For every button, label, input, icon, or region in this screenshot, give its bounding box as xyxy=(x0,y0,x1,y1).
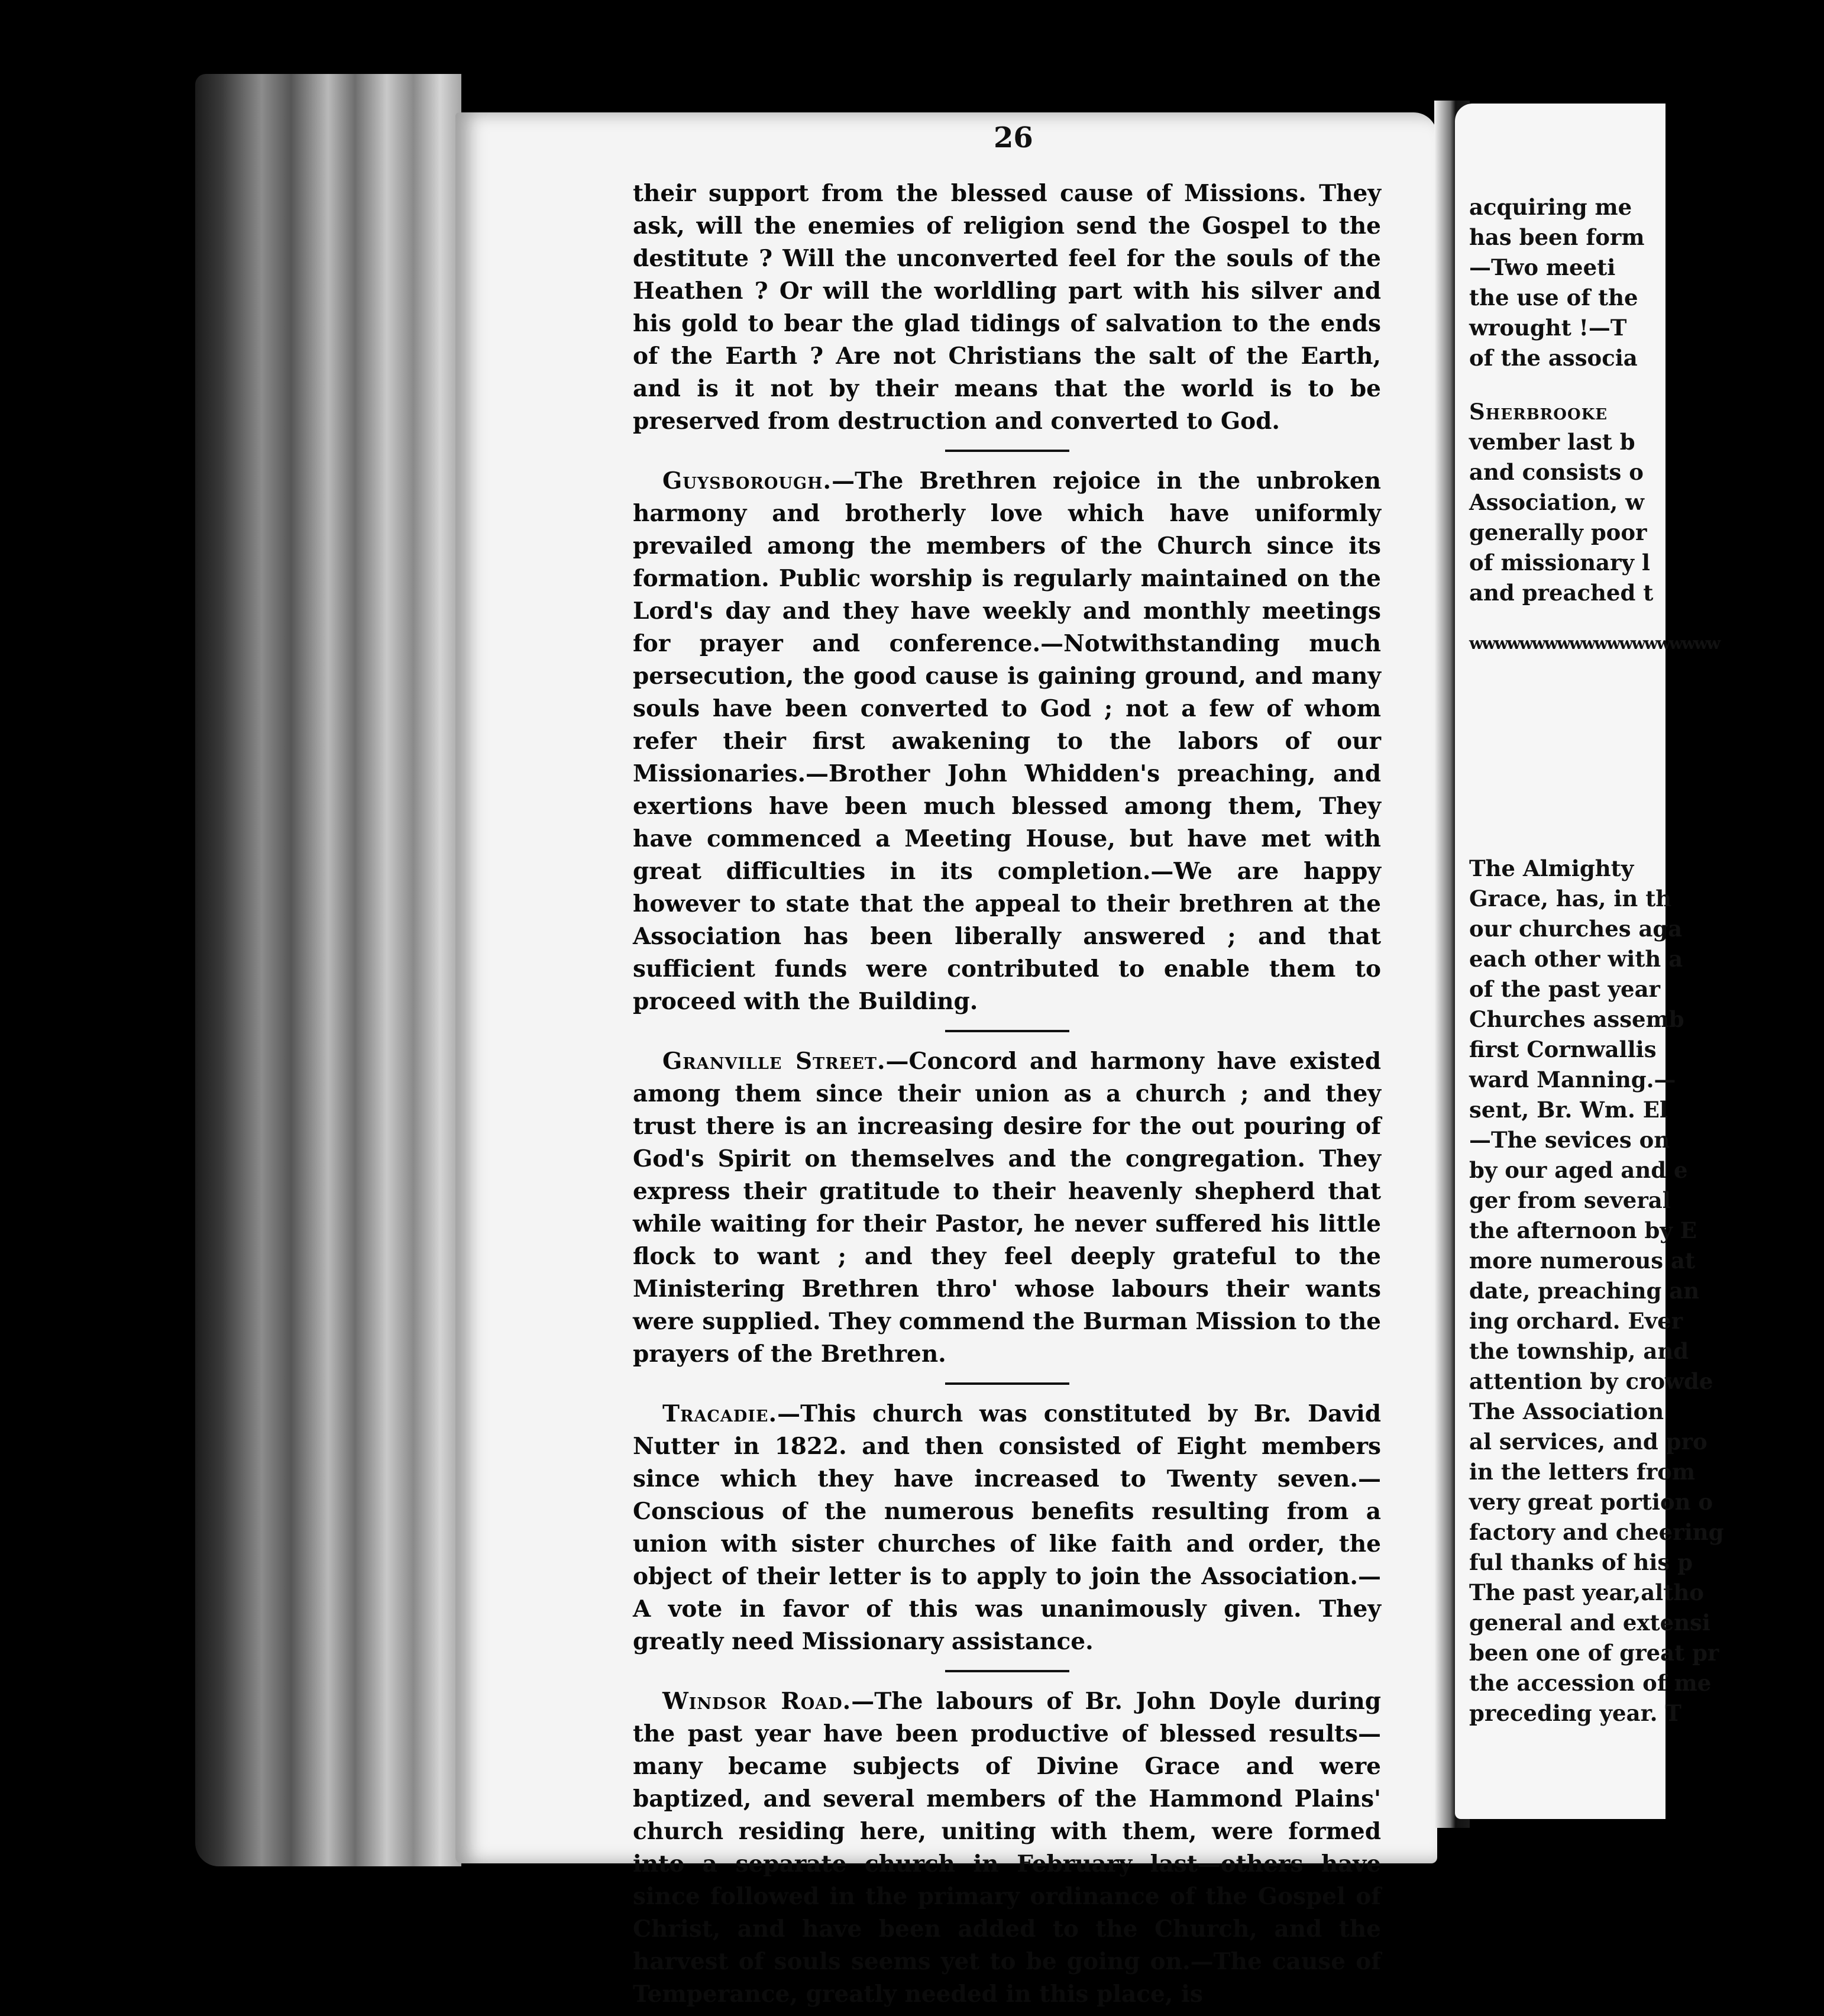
page-number: 26 xyxy=(994,121,1033,154)
text-line: has been form xyxy=(1469,224,1645,250)
text-line: been one of great pr xyxy=(1469,1640,1719,1666)
text-line: more numerous at xyxy=(1469,1248,1696,1274)
intro-paragraph: their support from the blessed cause of Missions. They ask, will the enemies of religion send the Gospel to the destitute ? Will the unconverted feel for the souls of the Heathen ? Or will the worldling part with his silver and his gold to bear the glad tidings of salvation to the ends of the Earth ? Are not Christians the salt of the Earth, and is it not by their means that the world is to be preserved from destruction and converted to God. xyxy=(633,180,1381,435)
text-line: The past year,altho xyxy=(1469,1579,1704,1605)
text-line: The Almighty xyxy=(1469,855,1634,881)
section-heading: Granville Street. xyxy=(662,1048,886,1075)
section-heading: Windsor Road. xyxy=(662,1688,852,1715)
section-granville-street xyxy=(633,1045,1381,1371)
text-line: al services, and pro xyxy=(1469,1429,1707,1455)
text-line: first Cornwallis xyxy=(1469,1036,1657,1062)
text-line: ward Manning.— xyxy=(1469,1067,1676,1093)
left-page-text xyxy=(633,177,1381,2011)
text-line: Churches assemb xyxy=(1469,1006,1684,1032)
text-line: of missionary l xyxy=(1469,550,1650,576)
spacer xyxy=(1469,658,1824,854)
right-block-2 xyxy=(1469,397,1824,608)
section-heading: Tracadie. xyxy=(662,1400,778,1427)
text-line: by our aged and e xyxy=(1469,1157,1688,1183)
spacer xyxy=(1469,373,1824,397)
section-text: —The Brethren rejoice in the unbroken harmony and brotherly love which have uniformly prevailed among the members of the Church since its formation. Public worship is regularly maintained on the Lord's day and they have weekly and monthly meetings for prayer and conference.—Notwithstanding much persecution, the good cause is gaining ground, and many souls have been converted to God ; not a few of whom refer their first awakening to the labors of our Missionaries.—Brother John Whidden's preaching, and exertions have been much blessed among them, They have commenced a Meeting House, but have met with great difficulties in its completion.—We are happy however to state that the appeal to their brethren at the Association has been liberally answered ; and that sufficient funds were contributed to enable them to proceed with the Building. xyxy=(633,467,1381,1015)
text-line: and preached t xyxy=(1469,580,1654,606)
text-line: factory and cheering xyxy=(1469,1519,1724,1545)
right-block-1 xyxy=(1469,192,1824,373)
text-line: of the past year xyxy=(1469,976,1661,1002)
text-line: sent, Br. Wm. El xyxy=(1469,1097,1668,1123)
section-text: —The labours of Br. John Doyle during the past year have been productive of blessed results—many became subjects of Divine Grace and were baptized, and several members of the Hammond Plains' church residing here, uniting with them, were formed into a separate church in February last—others have since followed in the primary ordinance of the Gospel of Christ, and have been added to the Church, and the harvest of souls seems yet to be going on.—The cause of Temperance, greatly needed in this place, is xyxy=(633,1688,1381,2008)
text-line: preceding year. T xyxy=(1469,1700,1681,1726)
section-text: —Concord and harmony have existed among them since their union as a church ; and they trust there is an increasing desire for the out pouring of God's Spirit on themselves and the congregation. They express their gratitude to their heavenly shepherd that while waiting for their Pastor, he never suffered his little flock to want ; and they feel deeply grateful to the Ministering Brethren thro' whose labours their wants were supplied. They commend the Burman Mission to the prayers of the Brethren. xyxy=(633,1048,1381,1368)
text-line: our churches aga xyxy=(1469,916,1683,942)
text-line: date, preaching an xyxy=(1469,1278,1700,1304)
text-line: ful thanks of his p xyxy=(1469,1549,1693,1575)
text-line: the accession of me xyxy=(1469,1670,1712,1696)
text-line: attention by crowde xyxy=(1469,1368,1713,1394)
text-line: very great portion o xyxy=(1469,1489,1713,1515)
text-line: the use of the xyxy=(1469,285,1638,311)
text-line: general and extensi xyxy=(1469,1610,1710,1636)
text-line: acquiring me xyxy=(1469,194,1632,220)
section-guysborough xyxy=(633,465,1381,1018)
text-line: and consists o xyxy=(1469,459,1644,485)
text-line: each other with a xyxy=(1469,946,1683,972)
right-page-text xyxy=(1469,192,1824,1729)
section-divider xyxy=(945,1382,1069,1385)
text-line: the afternoon by E xyxy=(1469,1217,1697,1243)
book-page-edges xyxy=(195,74,461,1866)
text-line: Association, w xyxy=(1469,489,1644,515)
text-line: in the letters from xyxy=(1469,1459,1696,1485)
ornamental-rule: wwwwwwwwwwwwwwwwwwww xyxy=(1469,634,1719,653)
section-windsor-road xyxy=(633,1685,1381,2011)
text-line: The Association xyxy=(1469,1398,1664,1424)
section-divider xyxy=(945,450,1069,452)
text-line: —Two meeti xyxy=(1469,254,1616,280)
text-line: generally poor xyxy=(1469,519,1647,545)
text-line: vember last b xyxy=(1469,429,1635,455)
section-heading: Guysborough. xyxy=(662,467,832,495)
text-line: wrought !—T xyxy=(1469,315,1627,341)
section-tracadie xyxy=(633,1398,1381,1658)
section-divider xyxy=(945,1670,1069,1672)
text-line: ger from several xyxy=(1469,1187,1671,1213)
section-text: —This church was constituted by Br. David Nutter in 1822. and then consisted of Eight members since which they have increased to Twenty seven.—Conscious of the numerous benefits resulting from a union with sister churches of like faith and order, the object of their letter is to apply to join the Association.—A vote in favor of this was unanimously given. They greatly need Missionary assistance. xyxy=(633,1400,1381,1655)
text-line: of the associa xyxy=(1469,345,1638,371)
text-line: Grace, has, in th xyxy=(1469,886,1672,912)
text-line: the township, and xyxy=(1469,1338,1689,1364)
text-line: Sherbrooke xyxy=(1469,399,1608,425)
text-line: ing orchard. Ever xyxy=(1469,1308,1683,1334)
right-block-3 xyxy=(1469,854,1824,1729)
right-page xyxy=(1455,104,1724,1819)
section-divider xyxy=(945,1030,1069,1032)
text-line: —The sevices on xyxy=(1469,1127,1670,1153)
